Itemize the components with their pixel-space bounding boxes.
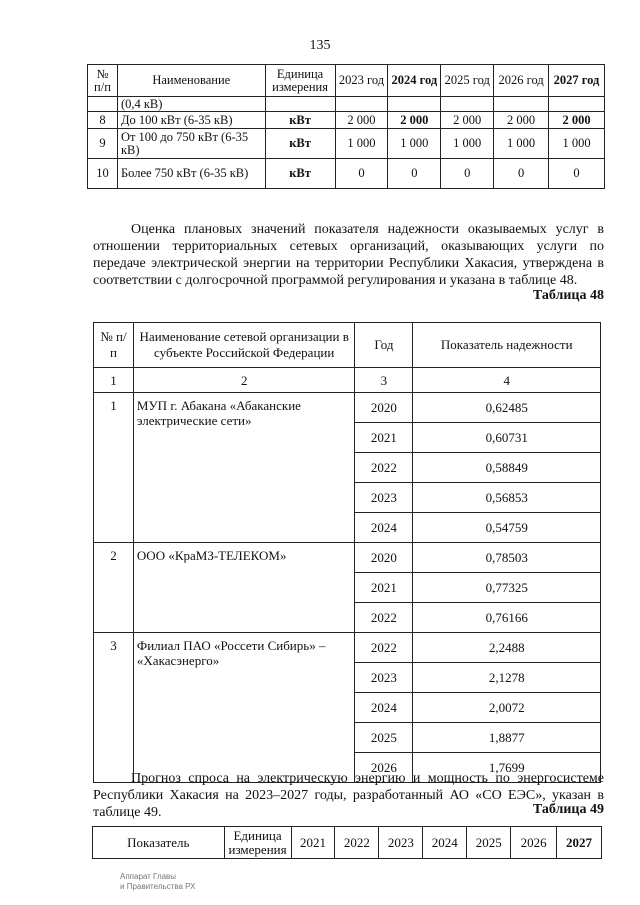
cell: (0,4 кВ) bbox=[117, 97, 265, 112]
value-cell: 0,58849 bbox=[413, 453, 601, 483]
cell: кВт bbox=[265, 112, 335, 129]
table-continuation bbox=[87, 64, 605, 189]
cell bbox=[441, 97, 494, 112]
cell: 2 000 bbox=[388, 112, 441, 129]
cell: 2 000 bbox=[335, 112, 388, 129]
year-cell: 2022 bbox=[355, 603, 413, 633]
cell: 2 bbox=[133, 368, 355, 393]
header-cell: Показатель bbox=[93, 827, 225, 859]
header-cell: 2024 год bbox=[388, 65, 441, 97]
table-header-row bbox=[93, 827, 602, 859]
value-cell: 0,77325 bbox=[413, 573, 601, 603]
cell: 9 bbox=[88, 129, 118, 159]
org-name: МУП г. Абакана «Абаканские электрические сети» bbox=[133, 393, 355, 543]
value-cell: 2,1278 bbox=[413, 663, 601, 693]
table-header-row bbox=[88, 65, 605, 97]
header-cell: № п/п bbox=[88, 65, 118, 97]
table-row bbox=[88, 97, 605, 112]
cell: кВт bbox=[265, 129, 335, 159]
year-cell: 2023 bbox=[355, 483, 413, 513]
year-cell: 2021 bbox=[355, 573, 413, 603]
cell: 1 000 bbox=[494, 129, 549, 159]
header-cell: Показатель надежности bbox=[413, 323, 601, 368]
cell: 2 000 bbox=[494, 112, 549, 129]
year-cell: 2022 bbox=[355, 453, 413, 483]
cell: 2 000 bbox=[441, 112, 494, 129]
table-row bbox=[94, 633, 601, 663]
header-cell: 2025 bbox=[467, 827, 511, 859]
year-cell: 2025 bbox=[355, 723, 413, 753]
year-cell: 2024 bbox=[355, 513, 413, 543]
cell: 4 bbox=[413, 368, 601, 393]
cell: 8 bbox=[88, 112, 118, 129]
year-cell: 2020 bbox=[355, 393, 413, 423]
year-cell: 2023 bbox=[355, 663, 413, 693]
cell: До 100 кВт (6-35 кВ) bbox=[117, 112, 265, 129]
header-cell: Единица измерения bbox=[265, 65, 335, 97]
cell: 1 000 bbox=[441, 129, 494, 159]
cell: 1 000 bbox=[335, 129, 388, 159]
year-cell: 2022 bbox=[355, 633, 413, 663]
stamp-line: и Правительства РХ bbox=[120, 882, 196, 891]
header-cell: Наименование bbox=[117, 65, 265, 97]
header-cell: Единица измерения bbox=[224, 827, 291, 859]
table-49-caption: Таблица 49 bbox=[532, 802, 604, 817]
header-cell: Год bbox=[355, 323, 413, 368]
header-cell: 2027 год bbox=[549, 65, 605, 97]
cell: 1 bbox=[94, 368, 134, 393]
table-49 bbox=[92, 826, 602, 859]
cell: 1 000 bbox=[549, 129, 605, 159]
value-cell: 2,2488 bbox=[413, 633, 601, 663]
cell bbox=[265, 97, 335, 112]
value-cell: 2,0072 bbox=[413, 693, 601, 723]
table-row bbox=[88, 112, 605, 129]
cell: 0 bbox=[441, 159, 494, 189]
header-cell: 2027 bbox=[557, 827, 602, 859]
org-number: 1 bbox=[94, 393, 134, 543]
header-cell: 2023 год bbox=[335, 65, 388, 97]
table-48 bbox=[93, 322, 601, 783]
header-cell: 2021 bbox=[291, 827, 335, 859]
header-cell: 2022 bbox=[335, 827, 379, 859]
cell: 2 000 bbox=[549, 112, 605, 129]
year-cell: 2026 bbox=[355, 753, 413, 783]
table-header-row bbox=[94, 323, 601, 368]
header-cell: 2026 bbox=[511, 827, 557, 859]
cell: 0 bbox=[335, 159, 388, 189]
org-name: Филиал ПАО «Россети Сибирь» – «Хакасэнерго» bbox=[133, 633, 355, 783]
table-48-caption: Таблица 48 bbox=[532, 288, 604, 303]
cell bbox=[494, 97, 549, 112]
cell: Более 750 кВт (6-35 кВ) bbox=[117, 159, 265, 189]
header-cell: Наименование сетевой организации в субъекте Российской Федерации bbox=[133, 323, 355, 368]
index-row bbox=[94, 368, 601, 393]
value-cell: 0,76166 bbox=[413, 603, 601, 633]
value-cell: 0,56853 bbox=[413, 483, 601, 513]
org-number: 2 bbox=[94, 543, 134, 633]
value-cell: 0,60731 bbox=[413, 423, 601, 453]
table-row bbox=[88, 159, 605, 189]
org-number: 3 bbox=[94, 633, 134, 783]
value-cell: 1,8877 bbox=[413, 723, 601, 753]
header-cell: 2026 год bbox=[494, 65, 549, 97]
value-cell: 0,78503 bbox=[413, 543, 601, 573]
cell: 10 bbox=[88, 159, 118, 189]
cell: От 100 до 750 кВт (6-35 кВ) bbox=[117, 129, 265, 159]
table-row bbox=[94, 393, 601, 423]
cell: 0 bbox=[388, 159, 441, 189]
value-cell: 0,62485 bbox=[413, 393, 601, 423]
office-stamp bbox=[120, 872, 195, 892]
cell bbox=[388, 97, 441, 112]
cell bbox=[88, 97, 118, 112]
paragraph-forecast: Прогноз спроса на электрическую энергию и мощность по энергосистеме Республики Хакасия на 2023–2027 годы, разработанный АО «СО ЕЭС», указан в таблице 49. bbox=[93, 771, 604, 820]
cell: 0 bbox=[549, 159, 605, 189]
year-cell: 2020 bbox=[355, 543, 413, 573]
header-cell: 2023 bbox=[379, 827, 423, 859]
cell bbox=[549, 97, 605, 112]
value-cell: 1,7699 bbox=[413, 753, 601, 783]
org-name: ООО «КраМЗ-ТЕЛЕКОМ» bbox=[133, 543, 355, 633]
header-cell: 2025 год bbox=[441, 65, 494, 97]
cell: кВт bbox=[265, 159, 335, 189]
year-cell: 2024 bbox=[355, 693, 413, 723]
year-cell: 2021 bbox=[355, 423, 413, 453]
cell: 3 bbox=[355, 368, 413, 393]
value-cell: 0,54759 bbox=[413, 513, 601, 543]
header-cell: № п/п bbox=[94, 323, 134, 368]
paragraph-reliability: Оценка плановых значений показателя надежности оказываемых услуг в отношении территориальных сетевых организаций, оказывающих услуги по передаче электрической энергии на территории Республики Хакасия, утверждена в соответствии с долгосрочной программой регулирования и указана в таблице 48. bbox=[93, 222, 604, 288]
table-row bbox=[88, 129, 605, 159]
table-row bbox=[94, 543, 601, 573]
page-number: 135 bbox=[309, 38, 331, 53]
cell: 0 bbox=[494, 159, 549, 189]
cell bbox=[335, 97, 388, 112]
header-cell: 2024 bbox=[423, 827, 467, 859]
cell: 1 000 bbox=[388, 129, 441, 159]
stamp-line: Аппарат Главы bbox=[120, 872, 177, 881]
